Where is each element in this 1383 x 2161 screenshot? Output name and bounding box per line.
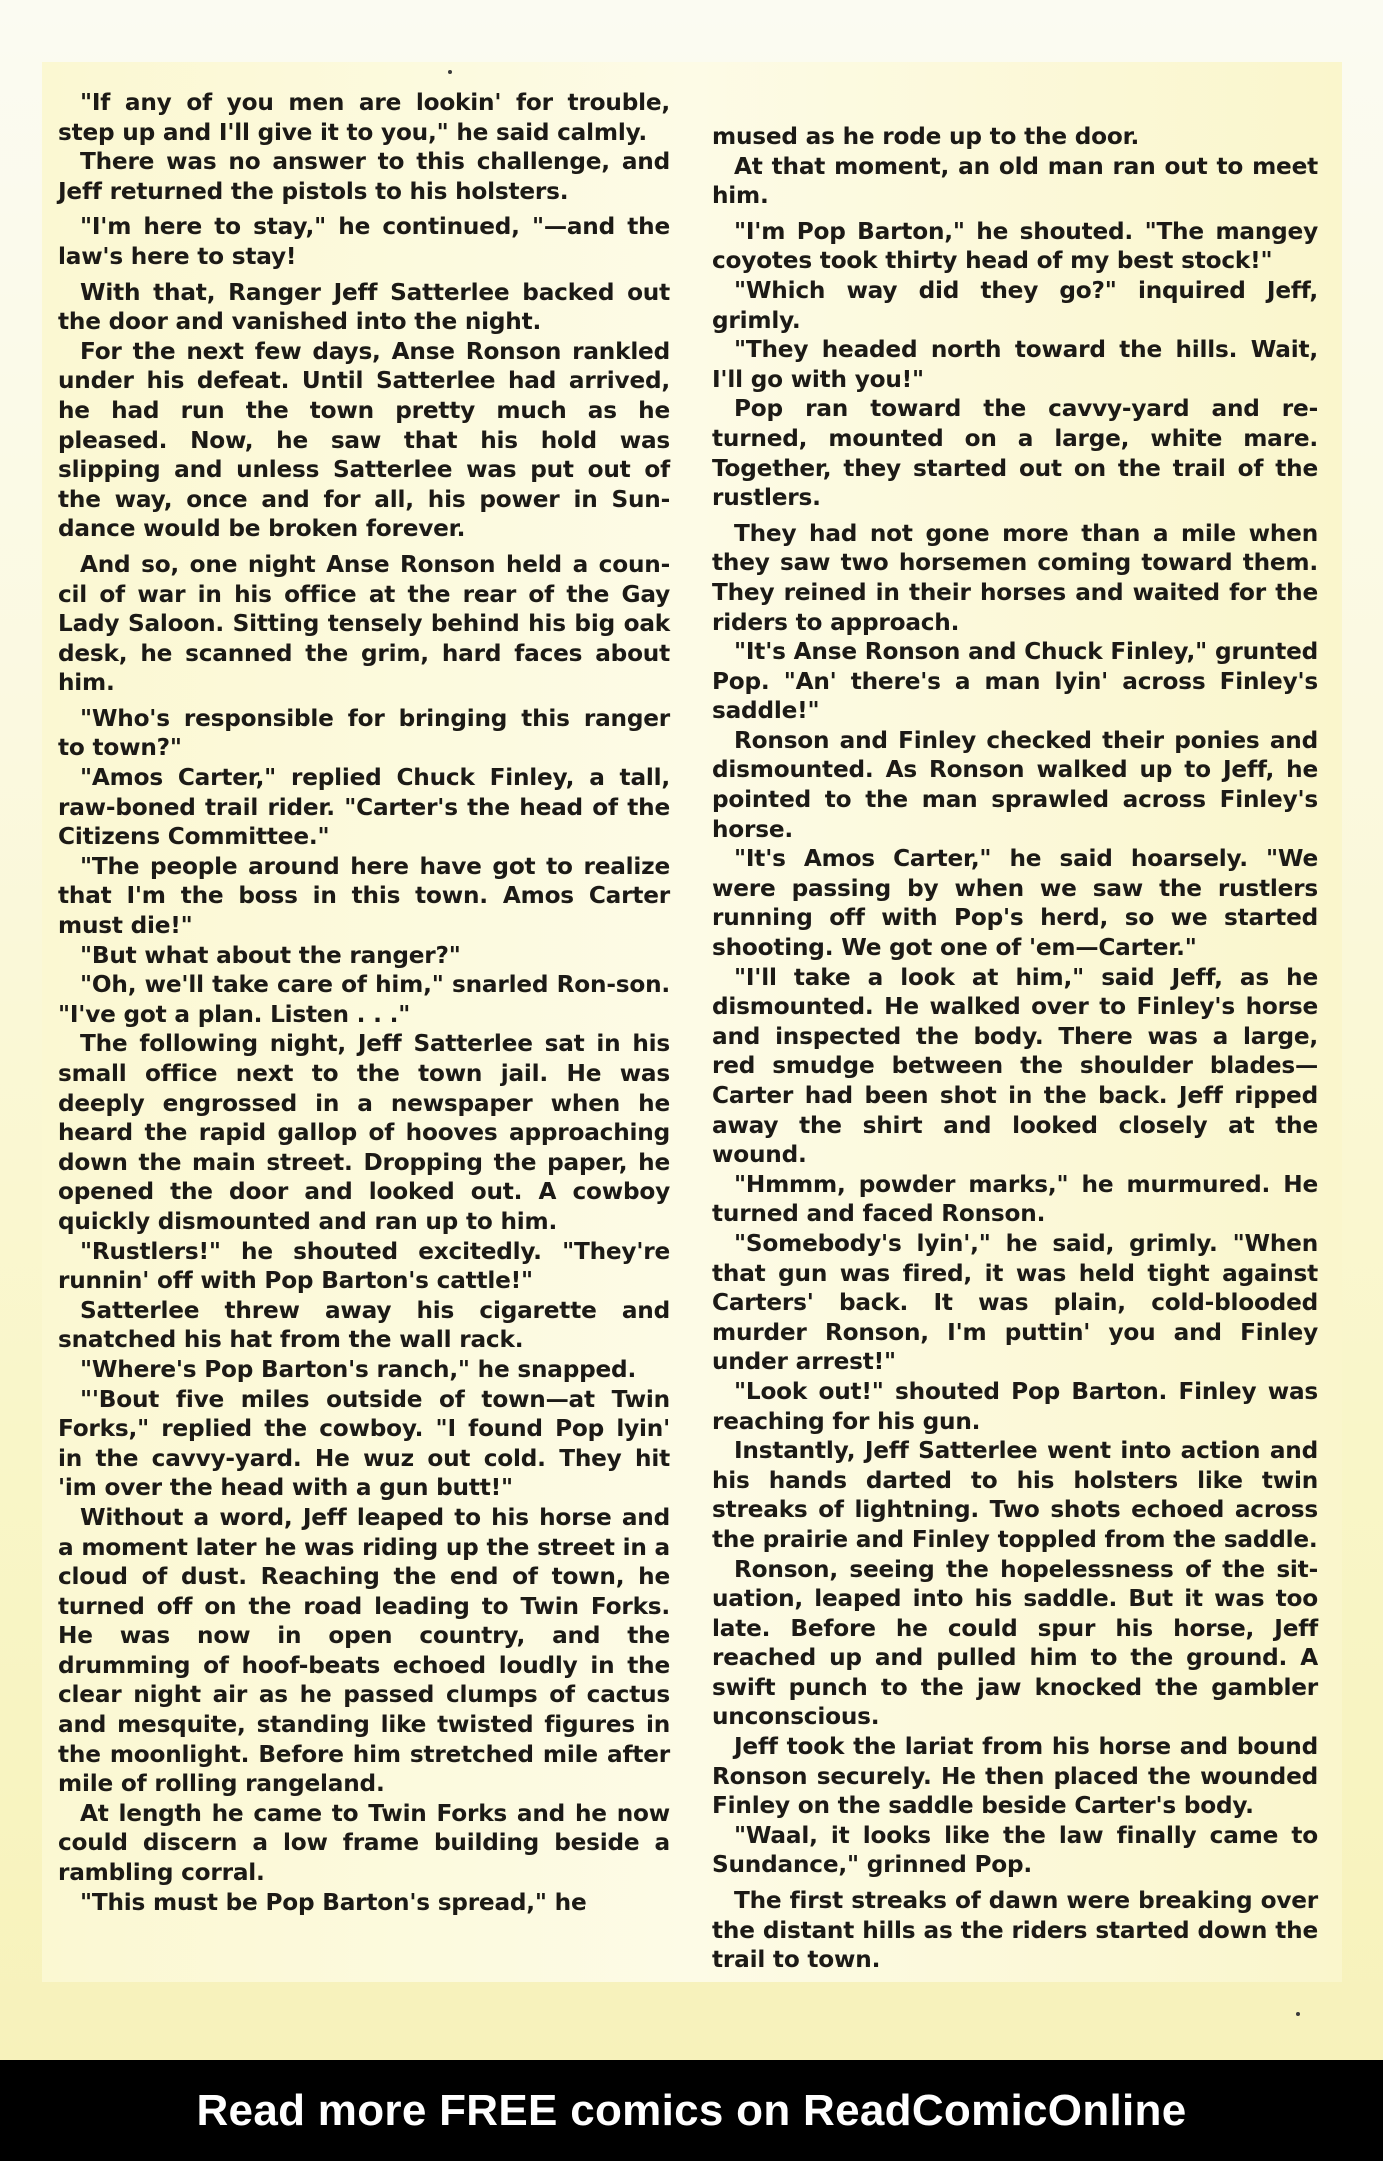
paragraph: "Where's Pop Barton's ranch," he snapped. <box>80 1355 637 1383</box>
paragraph: "Look out!" shouted Pop Barton. Finley was reaching for his gun. <box>712 1377 1318 1435</box>
paragraph: "I'm Pop Barton," he shouted. "The mangey coyotes took thirty head of my best stock!" <box>712 217 1318 275</box>
paragraph: "Amos Carter," replied Chuck Finley, a tall, raw-boned trail rider. "Carter's the head of the Citizens Committee." <box>58 764 670 851</box>
paragraph: There was no answer to this challenge, and Jeff returned the pistols to his holsters. <box>58 148 670 205</box>
paragraph: Ronson, seeing the hopelessness of the sit-uation, leaped into his saddle. But it was too late. Before he could spur his horse, Jeff reached up and pulled him to the ground. A swift punch to the jaw knocked the gambler unconscious. <box>712 1555 1318 1731</box>
paragraph: "Waal, it looks like the law finally came to Sundance," grinned Pop. <box>712 1821 1318 1879</box>
paragraph: At length he came to Twin Forks and he now could discern a low frame building beside a rambling corral. <box>58 1799 670 1887</box>
paragraph: "Which way did they go?" inquired Jeff, grimly. <box>712 276 1318 334</box>
paragraph: "Hmmm, powder marks," he murmured. He turned and faced Ronson. <box>712 1170 1318 1228</box>
ink-speck <box>448 70 452 74</box>
paragraph: "But what about the ranger?" <box>80 941 461 969</box>
paragraph: Ronson and Finley checked their ponies and dismounted. As Ronson walked up to Jeff, he pointed to the man sprawled across Finley's horse. <box>712 726 1318 843</box>
paragraph: At that moment, an old man ran out to meet him. <box>712 152 1318 210</box>
paragraph: "It's Anse Ronson and Chuck Finley," grunted Pop. "An' there's a man lyin' across Finley's saddle!" <box>712 638 1318 725</box>
paragraph: "I'm here to stay," he continued, "—and the law's here to stay! <box>58 213 670 270</box>
paragraph: And so, one night Anse Ronson held a coun-cil of war in his office at the rear of the Gay Lady Saloon. Sitting tensely behind his big oak desk, he scanned the grim, hard faces about him. <box>58 550 670 697</box>
paragraph: "Who's responsible for bringing this ranger to town?" <box>58 704 670 762</box>
promo-footer-text[interactable]: Read more FREE comics on ReadComicOnline <box>196 2085 1187 2135</box>
paragraph: "I'll take a look at him," said Jeff, as he dismounted. He walked over to Finley's horse and inspected the body. There was a large, red smudge between the shoulder blades—Carter had been shot in the back. Jeff ripped away the shirt and looked closely at the wound. <box>712 963 1318 1169</box>
left-text-column <box>58 88 670 1917</box>
paragraph: "Somebody's lyin'," he said, grimly. "When that gun was fired, it was held tight against Carters' back. It was plain, cold-blooded murder Ronson, I'm puttin' you and Finley under arrest!" <box>712 1229 1318 1376</box>
paragraph: "It's Amos Carter," he said hoarsely. "We were passing by when we saw the rustlers running off with Pop's herd, so we started shooting. We got one of 'em—Carter." <box>712 845 1318 962</box>
paragraph: Without a word, Jeff leaped to his horse and a moment later he was riding up the street in a cloud of dust. Reaching the end of town, he turned off on the road leading to Twin Forks. He was now in open country, and the drumming of hoof-beats echoed loudly in the clear night air as he passed clumps of cactus and mesquite, standing like twisted figures in the moonlight. Before him stretched mile after mile of rolling rangeland. <box>58 1503 670 1798</box>
promo-footer-banner[interactable] <box>0 2060 1383 2161</box>
paragraph: With that, Ranger Jeff Satterlee backed out the door and vanished into the night. <box>58 278 670 336</box>
paragraph: "They headed north toward the hills. Wait, I'll go with you!" <box>712 336 1318 393</box>
paragraph: For the next few days, Anse Ronson rankled under his defeat. Until Satterlee had arrived, he had run the town pretty much as he pleased. Now, he saw that his hold was slipping and unless Satterlee was put out of the way, once and for all, his power in Sun-dance would be broken forever. <box>58 337 670 543</box>
paragraph: "This must be Pop Barton's spread," he <box>80 1888 587 1916</box>
right-text-column <box>712 122 1318 1975</box>
paragraph: The first streaks of dawn were breaking over the distant hills as the riders started down the trail to town. <box>712 1887 1318 1974</box>
ink-speck <box>1296 2012 1300 2016</box>
paragraph: "Oh, we'll take care of him," snarled Ron-son. "I've got a plan. Listen . . ." <box>58 971 670 1028</box>
paragraph: Jeff took the lariat from his horse and bound Ronson securely. He then placed the wounded Finley on the saddle beside Carter's body. <box>712 1733 1318 1820</box>
paragraph: Satterlee threw away his cigarette and snatched his hat from the wall rack. <box>58 1296 670 1354</box>
paragraph: "Rustlers!" he shouted excitedly. "They're runnin' off with Pop Barton's cattle!" <box>58 1237 670 1295</box>
paragraph: Pop ran toward the cavvy-yard and re-turned, mounted on a large, white mare. Together, they started out on the trail of the rustlers. <box>712 395 1318 512</box>
paragraph: "The people around here have got to realize that I'm the boss in this town. Amos Carter must die!" <box>58 852 670 940</box>
paragraph: They had not gone more than a mile when they saw two horsemen coming toward them. They reined in their horses and waited for the riders to approach. <box>712 519 1318 636</box>
paragraph: Instantly, Jeff Satterlee went into action and his hands darted to his holsters like twin streaks of lightning. Two shots echoed across the prairie and Finley toppled from the saddle. <box>712 1437 1318 1553</box>
paragraph: mused as he rode up to the door. <box>712 123 1140 150</box>
paragraph: "'Bout five miles outside of town—at Twin Forks," replied the cowboy. "I found Pop lyin' in the cavvy-yard. He wuz out cold. They hit 'im over the head with a gun butt!" <box>58 1385 670 1502</box>
paragraph: The following night, Jeff Satterlee sat in his small office next to the town jail. He was deeply engrossed in a newspaper when he heard the rapid gallop of hooves approaching down the main street. Dropping the paper, he opened the door and looked out. A cowboy quickly dismounted and ran up to him. <box>58 1030 670 1235</box>
paragraph: "If any of you men are lookin' for trouble, step up and I'll give it to you," he said calmly. <box>58 89 670 146</box>
